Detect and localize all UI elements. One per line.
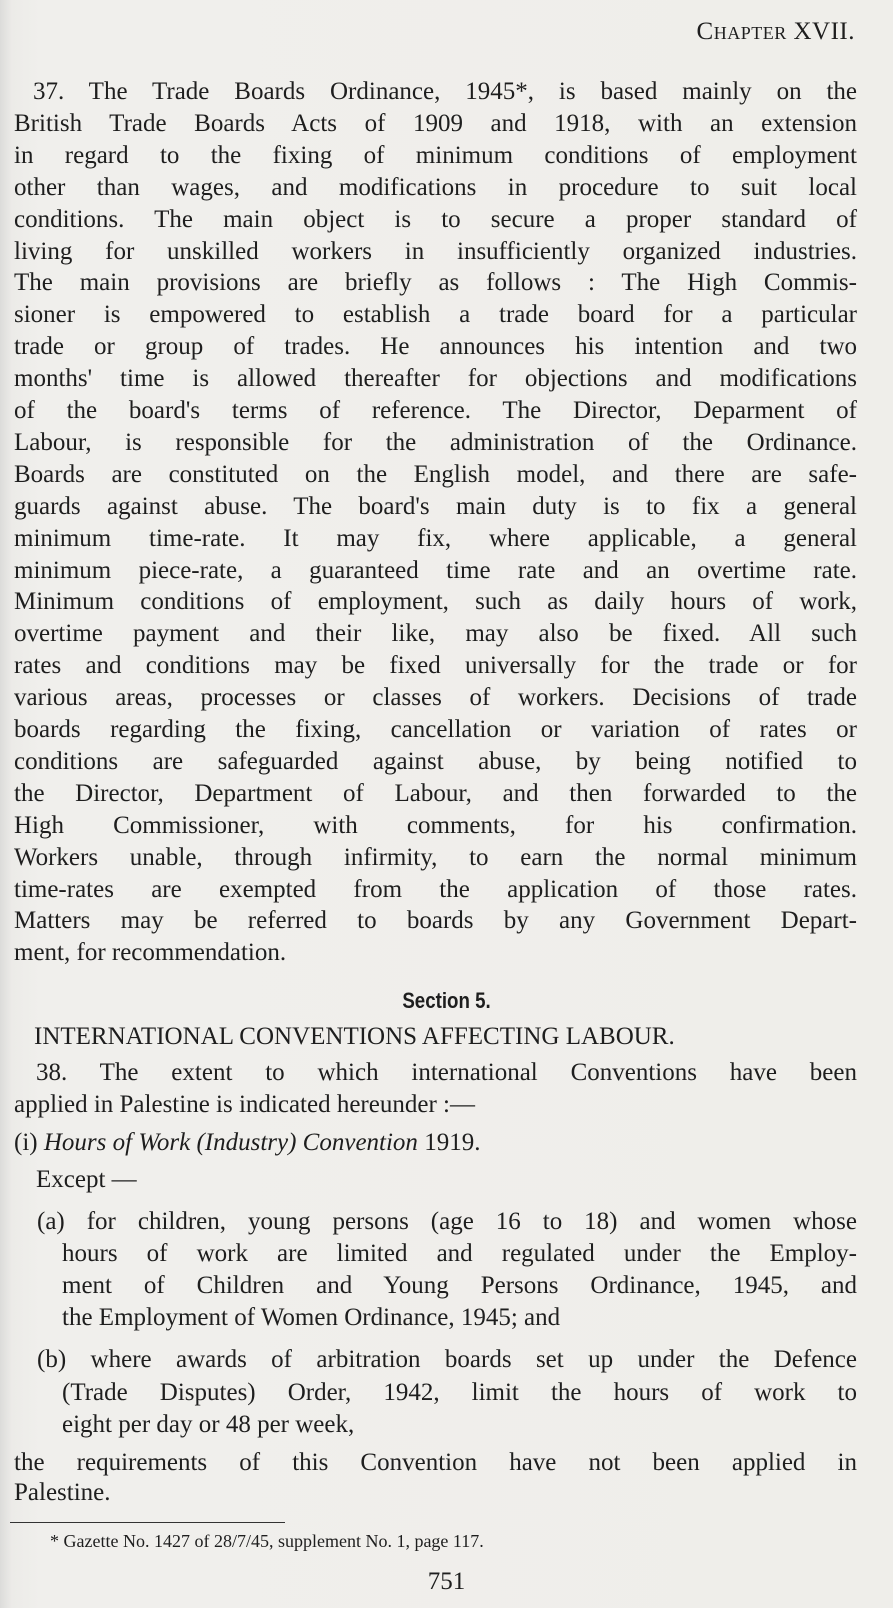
convention-year: 1919. bbox=[424, 1129, 481, 1156]
paragraph-line: Minimum conditions of employment, such as daily hours of work, bbox=[14, 588, 857, 616]
exception-line: (b) where awards of arbitration boards set up under the Defence bbox=[37, 1346, 857, 1373]
paragraph-line: of the board's terms of reference. The Director, Deparment of bbox=[14, 397, 857, 424]
paragraph-line: minimum time-rate. It may fix, where applicable, a general bbox=[14, 524, 857, 552]
paragraph-line: High Commissioner, with comments, for his confirmation. bbox=[14, 811, 857, 839]
section-title: INTERNATIONAL CONVENTIONS AFFECTING LABOUR. bbox=[34, 1023, 675, 1050]
exception-line: hours of work are limited and regulated under the Employ- bbox=[62, 1240, 857, 1267]
paragraph-line: conditions are safeguarded against abuse, by being notified to bbox=[14, 747, 857, 775]
paragraph-line: time-rates are exempted from the application of those rates. bbox=[14, 875, 857, 903]
footnote-divider bbox=[10, 1522, 285, 1523]
paragraph-line: sioner is empowered to establish a trade board for a particular bbox=[14, 301, 857, 329]
paragraph-line: boards regarding the fixing, cancellation or variation of rates or bbox=[14, 716, 857, 743]
paragraph-line: The main provisions are briefly as follows : The High Commis- bbox=[14, 269, 857, 297]
paragraph-line: Matters may be referred to boards by any Government Depart- bbox=[14, 907, 857, 935]
section-label: Section 5. bbox=[402, 988, 491, 1013]
paragraph-line: 37. The Trade Boards Ordinance, 1945*, is based mainly on the bbox=[33, 78, 857, 105]
exception-line: (Trade Disputes) Order, 1942, limit the hours of work to bbox=[62, 1379, 857, 1406]
paragraph-line: conditions. The main object is to secure a proper standard of bbox=[14, 205, 857, 233]
convention-paren: (Industry) bbox=[196, 1129, 297, 1156]
paragraph-line: Workers unable, through infirmity, to earn the normal minimum bbox=[14, 843, 857, 871]
paragraph-line: Palestine. bbox=[14, 1479, 111, 1506]
paragraph-line: in regard to the fixing of minimum conditions of employment bbox=[14, 141, 857, 169]
paragraph-line: living for unskilled workers in insufficiently organized industries. bbox=[14, 237, 857, 265]
paragraph-line: trade or group of trades. He announces his intention and two bbox=[14, 333, 857, 361]
page-number: 751 bbox=[427, 1568, 466, 1595]
paragraph-line: ment, for recommendation. bbox=[14, 939, 287, 967]
convention-name-part: Convention bbox=[302, 1129, 418, 1156]
exception-line: the Employment of Women Ordinance, 1945; and bbox=[62, 1304, 561, 1331]
paragraph-line: overtime payment and their like, may also be fixed. All such bbox=[14, 620, 857, 648]
footnote: * Gazette No. 1427 of 28/7/45, supplement No. 1, page 117. bbox=[50, 1531, 484, 1551]
paragraph-line: guards against abuse. The board's main duty is to fix a general bbox=[14, 492, 857, 520]
paragraph-line: rates and conditions may be fixed universally for the trade or for bbox=[14, 652, 857, 680]
convention-item bbox=[14, 1128, 480, 1158]
exception-line: (a) for children, young persons (age 16 to 18) and women whose bbox=[37, 1208, 857, 1235]
paragraph-line: months' time is allowed thereafter for objections and modifications bbox=[14, 365, 857, 393]
paragraph-line: minimum piece-rate, a guaranteed time rate and an overtime rate. bbox=[14, 556, 857, 584]
chapter-header: Chapter XVII. bbox=[696, 18, 855, 45]
paragraph-line: British Trade Boards Acts of 1909 and 1918, with an extension bbox=[14, 109, 857, 137]
paragraph-line: applied in Palestine is indicated hereunder :— bbox=[14, 1091, 475, 1118]
paragraph-line: Boards are constituted on the English model, and there are safe- bbox=[14, 460, 857, 488]
paragraph-line: other than wages, and modifications in procedure to suit local bbox=[14, 173, 857, 201]
paragraph-line: 38. The extent to which international Conventions have been bbox=[36, 1059, 857, 1086]
paragraph-line: the Director, Department of Labour, and then forwarded to the bbox=[14, 779, 857, 807]
paragraph-line: Labour, is responsible for the administration of the Ordinance. bbox=[14, 428, 857, 456]
exception-line: eight per day or 48 per week, bbox=[62, 1411, 355, 1438]
convention-name-part: Hours of Work bbox=[43, 1129, 191, 1156]
convention-number: (i) bbox=[14, 1129, 38, 1156]
exception-line: ment of Children and Young Persons Ordinance, 1945, and bbox=[62, 1272, 857, 1299]
except-label: Except — bbox=[36, 1166, 137, 1193]
paragraph-line: various areas, processes or classes of workers. Decisions of trade bbox=[14, 684, 857, 712]
paragraph-line: the requirements of this Convention have not been applied in bbox=[14, 1449, 857, 1476]
